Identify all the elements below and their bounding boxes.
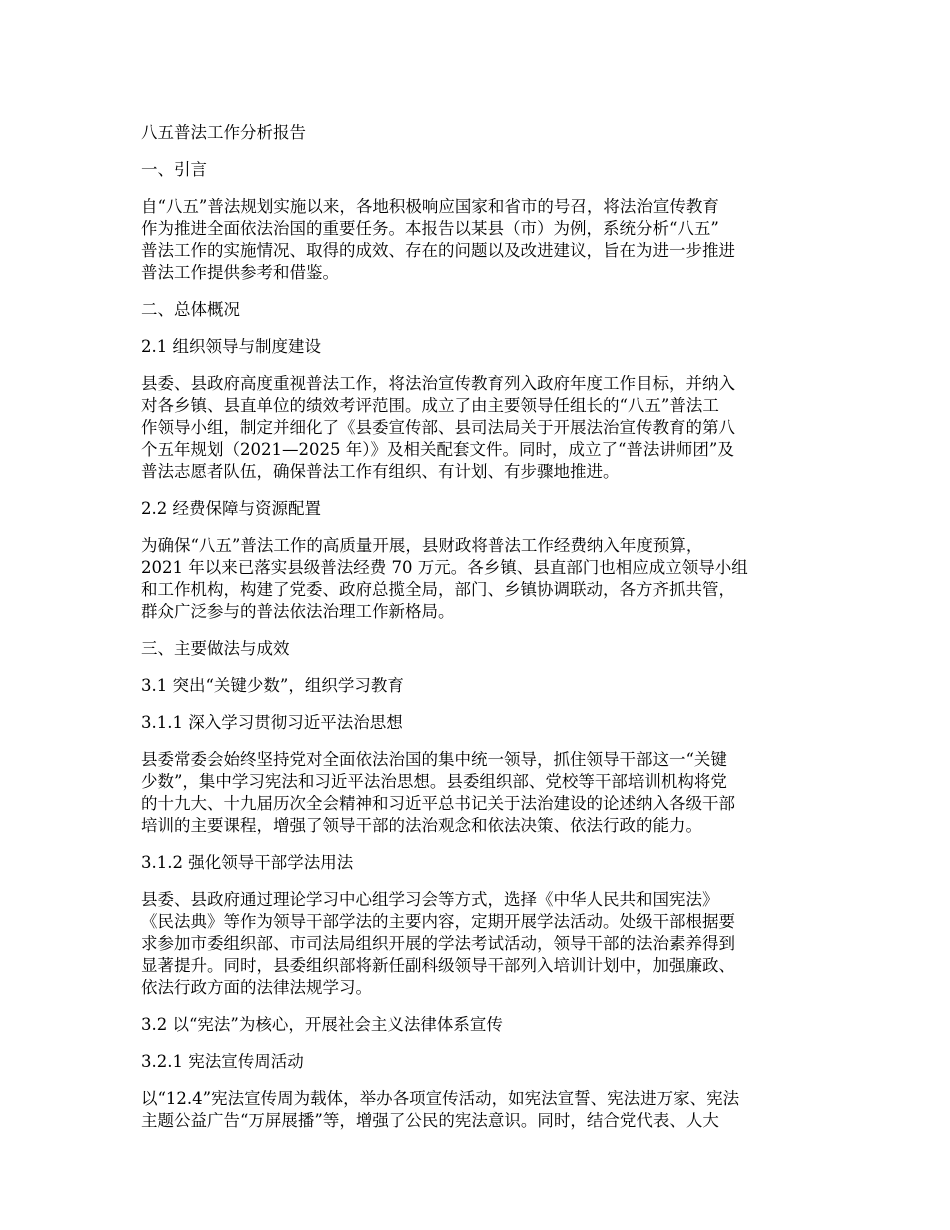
paragraph (141, 1088, 813, 1132)
paragraph-line: 自“八五”普法规划实施以来，各地积极响应国家和省市的号召，将法治宣传教育 (141, 197, 719, 216)
section-heading: 二、总体概况 (141, 300, 240, 319)
section-heading: 3.1.2 强化领导干部学法用法 (141, 853, 354, 872)
paragraph-line: 少数”，集中学习宪法和习近平法治思想。县委组织部、党校等干部培训机构将党 (141, 772, 727, 791)
paragraph-line: 《民法典》等作为领导干部学法的主要内容，定期开展学法活动。处级干部根据要 (141, 912, 735, 931)
paragraph-line: 对各乡镇、县直单位的绩效考评范围。成立了由主要领导任组长的“八五”普法工 (141, 396, 719, 415)
paragraph (141, 749, 813, 837)
paragraph (141, 373, 813, 483)
paragraph-line: 县委常委会始终坚持党对全面依法治国的集中统一领导，抓住领导干部这一“关键 (141, 750, 727, 769)
paragraph-line: 培训的主要课程，增强了领导干部的法治观念和依法决策、依法行政的能力。 (141, 816, 702, 835)
section-heading: 3.2.1 宪法宣传周活动 (141, 1052, 304, 1071)
document-title: 八五普法工作分析报告 (141, 123, 306, 142)
section-heading: 2.2 经费保障与资源配置 (141, 499, 321, 518)
paragraph-line: 依法行政方面的法律法规学习。 (141, 978, 372, 997)
paragraph-line: 群众广泛参与的普法依法治理工作新格局。 (141, 602, 455, 621)
paragraph-line: 以“12.4”宪法宣传周为载体，举办各项宣传活动，如宪法宣誓、宪法进万家、宪法 (141, 1089, 740, 1108)
document-page (141, 122, 813, 1147)
section-heading: 3.2 以“宪法”为核心，开展社会主义法律体系宣传 (141, 1015, 503, 1034)
paragraph-line: 的十九大、十九届历次全会精神和习近平总书记关于法治建设的论述纳入各级干部 (141, 794, 735, 813)
paragraph-line: 求参加市委组织部、市司法局组织开展的学法考试活动，领导干部的法治素养得到 (141, 934, 735, 953)
paragraph-line: 个五年规划（2021—2025 年）》及相关配套文件。同时，成立了“普法讲师团”及 (141, 440, 734, 459)
paragraph-line: 县委、县政府通过理论学习中心组学习会等方式，选择《中华人民共和国宪法》 (141, 890, 719, 909)
paragraph-line: 2021 年以来已落实县级普法经费 70 万元。各乡镇、县直部门也相应成立领导小组 (141, 558, 748, 577)
paragraph-line: 为确保“八五”普法工作的高质量开展，县财政将普法工作经费纳入年度预算， (141, 536, 703, 555)
paragraph-line: 主题公益广告“万屏展播”等，增强了公民的宪法意识。同时，结合党代表、人大 (141, 1111, 719, 1130)
paragraph-line: 普法工作的实施情况、取得的成效、存在的问题以及改进建议，旨在为进一步推进 (141, 241, 735, 260)
paragraph-line: 显著提升。同时，县委组织部将新任副科级领导干部列入培训计划中，加强廉政、 (141, 956, 735, 975)
section-heading: 一、引言 (141, 160, 207, 179)
section-heading: 3.1 突出“关键少数”，组织学习教育 (141, 676, 404, 695)
paragraph (141, 889, 813, 999)
section-heading: 3.1.1 深入学习贯彻习近平法治思想 (141, 713, 403, 732)
paragraph-line: 作为推进全面依法治国的重要任务。本报告以某县（市）为例，系统分析“八五” (141, 219, 719, 238)
paragraph-line: 县委、县政府高度重视普法工作，将法治宣传教育列入政府年度工作目标，并纳入 (141, 374, 735, 393)
document-body (141, 159, 813, 1132)
paragraph-line: 和工作机构，构建了党委、政府总揽全局，部门、乡镇协调联动，各方齐抓共管， (141, 580, 735, 599)
paragraph (141, 196, 813, 284)
paragraph-line: 普法志愿者队伍，确保普法工作有组织、有计划、有步骤地推进。 (141, 462, 620, 481)
section-heading: 2.1 组织领导与制度建设 (141, 337, 321, 356)
paragraph-line: 作领导小组，制定并细化了《县委宣传部、县司法局关于开展法治宣传教育的第八 (141, 418, 735, 437)
paragraph-line: 普法工作提供参考和借鉴。 (141, 263, 339, 282)
paragraph (141, 535, 813, 623)
section-heading: 三、主要做法与成效 (141, 639, 290, 658)
